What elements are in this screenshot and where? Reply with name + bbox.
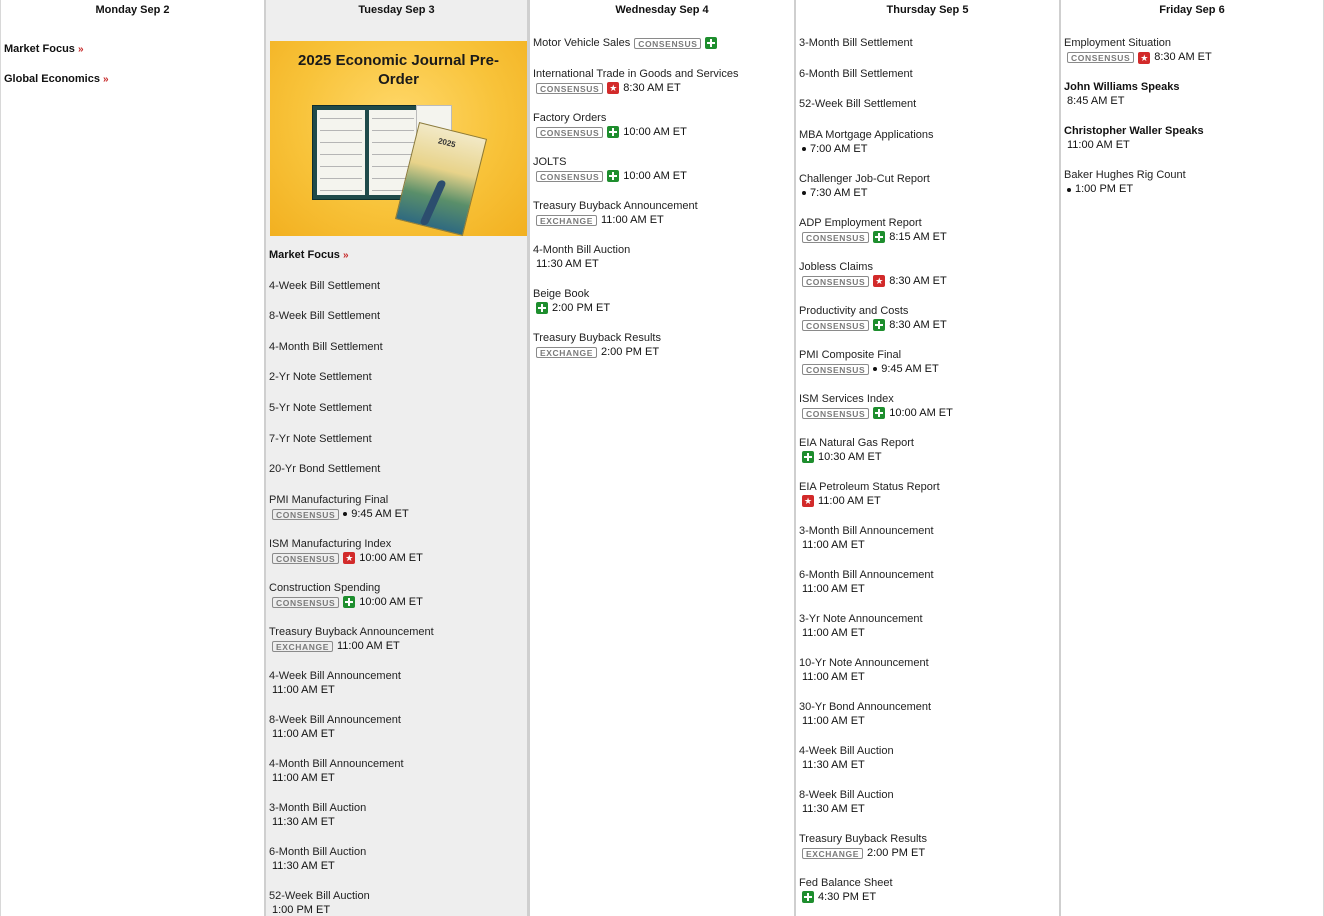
event-time: 10:00 AM ET — [889, 406, 953, 419]
event-meta — [799, 406, 1057, 421]
event-name[interactable] — [799, 392, 1057, 406]
exchange-tag[interactable]: EXCHANGE — [272, 641, 333, 652]
event-item[interactable] — [269, 279, 525, 293]
event-name-text[interactable]: 4-Month Bill Announcement — [269, 757, 404, 770]
event-meta — [269, 683, 525, 698]
event-meta — [799, 494, 1057, 509]
event-name[interactable] — [269, 309, 525, 323]
event-name[interactable] — [799, 524, 1057, 538]
event-name[interactable] — [269, 801, 525, 815]
event-name-text[interactable]: ISM Manufacturing Index — [269, 537, 392, 550]
event-name[interactable] — [269, 462, 525, 476]
day-header: Tuesday Sep 3 — [358, 4, 435, 16]
event-time: 10:00 AM ET — [623, 125, 687, 138]
event-meta — [799, 758, 1057, 773]
event-time: 11:30 AM ET — [802, 758, 865, 771]
event-time: 10:00 AM ET — [359, 595, 423, 608]
event-item[interactable] — [799, 436, 1057, 465]
event-time: 11:30 AM ET — [272, 815, 335, 828]
event-name[interactable] — [533, 155, 792, 169]
green-plus-icon — [536, 302, 548, 314]
consensus-tag[interactable]: CONSENSUS — [272, 597, 339, 608]
event-name-text[interactable]: MBA Mortgage Applications — [799, 128, 934, 141]
event-item[interactable] — [269, 713, 525, 742]
event-item[interactable] — [269, 340, 525, 354]
event-name-text[interactable]: 6-Month Bill Auction — [269, 845, 367, 858]
event-time: 10:00 AM ET — [623, 169, 687, 182]
event-meta — [799, 274, 1057, 289]
event-name-text[interactable]: Challenger Job-Cut Report — [799, 172, 930, 185]
bullet-dot-icon — [1067, 188, 1071, 192]
red-star-icon: ★ — [1140, 52, 1149, 63]
event-item[interactable] — [799, 656, 1057, 685]
event-name-text[interactable]: 52-Week Bill Settlement — [799, 98, 917, 111]
event-name-text[interactable]: 6-Month Bill Announcement — [799, 568, 934, 581]
event-name[interactable] — [269, 625, 525, 639]
event-name[interactable] — [269, 581, 525, 595]
event-meta — [799, 582, 1057, 597]
event-time: 7:30 AM ET — [810, 186, 868, 199]
event-meta — [1064, 50, 1321, 65]
event-item[interactable] — [269, 432, 525, 446]
consensus-tag[interactable]: CONSENSUS — [1067, 52, 1134, 63]
event-meta — [269, 903, 525, 916]
event-name[interactable] — [799, 656, 1057, 670]
event-time: 11:30 AM ET — [272, 859, 335, 872]
event-name[interactable] — [799, 348, 1057, 362]
event-meta — [799, 362, 1057, 377]
event-item[interactable] — [4, 42, 262, 57]
day-header: Wednesday Sep 4 — [615, 4, 709, 16]
event-time: 11:30 AM ET — [802, 802, 865, 815]
event-meta — [799, 670, 1057, 685]
event-item[interactable] — [799, 524, 1057, 553]
event-name[interactable] — [799, 700, 1057, 714]
event-name-text[interactable]: Employment Situation — [1064, 37, 1171, 49]
event-meta — [533, 345, 792, 360]
event-item[interactable] — [533, 287, 792, 316]
event-time: 11:30 AM ET — [536, 257, 599, 270]
event-time: 2:00 PM ET — [866, 846, 926, 859]
event-name[interactable] — [269, 279, 525, 293]
red-star-icon: ★ — [609, 83, 618, 94]
event-name-text[interactable]: Treasury Buyback Results — [799, 832, 927, 845]
event-item[interactable] — [799, 128, 1057, 157]
event-meta — [1064, 182, 1321, 197]
event-item[interactable] — [269, 309, 525, 323]
event-name-text[interactable]: 5-Yr Note Settlement — [269, 402, 372, 414]
link-chevron-icon: » — [103, 74, 109, 85]
link-chevron-icon: » — [342, 250, 349, 261]
event-item[interactable] — [799, 36, 1057, 50]
event-time: 10:30 AM ET — [818, 450, 882, 463]
event-name[interactable] — [4, 72, 262, 87]
event-meta — [533, 169, 792, 184]
green-plus-icon — [873, 407, 885, 419]
event-item[interactable] — [533, 331, 792, 360]
green-plus-icon — [873, 319, 885, 331]
day-header: Thursday Sep 5 — [886, 4, 969, 16]
event-item[interactable] — [799, 216, 1057, 245]
event-name[interactable] — [533, 243, 792, 257]
event-item[interactable] — [799, 568, 1057, 597]
event-time: 2:00 PM ET — [552, 301, 611, 314]
event-meta — [269, 507, 525, 522]
event-item[interactable] — [799, 744, 1057, 773]
event-time: 11:00 AM ET — [802, 714, 865, 727]
event-name[interactable] — [799, 744, 1057, 758]
event-meta — [533, 81, 792, 96]
event-meta — [269, 771, 525, 786]
event-name[interactable] — [1064, 168, 1321, 182]
event-name-text[interactable]: 30-Yr Bond Announcement — [799, 700, 932, 713]
event-name-text[interactable]: EIA Natural Gas Report — [799, 436, 914, 449]
event-name-text[interactable]: International Trade in Goods and Services — [533, 67, 739, 80]
consensus-tag[interactable]: CONSENSUS — [802, 232, 869, 243]
event-item[interactable] — [269, 801, 525, 830]
event-name[interactable] — [1064, 80, 1321, 94]
event-time: 9:45 AM ET — [881, 362, 939, 375]
event-meta — [799, 626, 1057, 641]
event-item[interactable] — [799, 788, 1057, 817]
event-name-text[interactable]: EIA Petroleum Status Report — [799, 480, 940, 493]
day-column-thursday — [794, 0, 1059, 916]
event-name-text[interactable]: 10-Yr Note Announcement — [799, 656, 929, 669]
event-item[interactable] — [799, 700, 1057, 729]
event-name-text[interactable]: 3-Yr Note Announcement — [799, 612, 923, 625]
event-meta — [1064, 94, 1321, 109]
event-name-text[interactable]: Motor Vehicle Sales — [533, 37, 631, 49]
event-name[interactable] — [269, 669, 525, 683]
bullet-dot-icon — [802, 191, 806, 195]
event-name[interactable] — [269, 248, 525, 263]
event-time: 10:00 AM ET — [359, 551, 423, 564]
promo-title: 2025 Economic Journal Pre-Order — [298, 52, 499, 88]
event-name-text[interactable]: Beige Book — [533, 287, 590, 300]
event-time: 11:00 AM ET — [802, 626, 865, 639]
event-item[interactable] — [269, 248, 525, 263]
consensus-tag[interactable]: CONSENSUS — [802, 320, 869, 331]
event-meta — [799, 230, 1057, 245]
event-meta — [269, 727, 525, 742]
event-item[interactable] — [799, 172, 1057, 201]
event-time: 8:30 AM ET — [889, 274, 947, 287]
event-name[interactable] — [799, 260, 1057, 274]
event-name[interactable] — [533, 287, 792, 301]
event-meta — [533, 301, 792, 316]
event-item[interactable] — [269, 537, 525, 566]
event-time: 2:00 PM ET — [600, 345, 660, 358]
green-plus-icon — [873, 231, 885, 243]
event-time: 11:00 AM ET — [802, 670, 865, 683]
day-header: Monday Sep 2 — [95, 4, 170, 16]
bullet-dot-icon — [873, 367, 877, 371]
event-name-text[interactable]: Market Focus — [269, 249, 340, 261]
event-name-text[interactable]: Treasury Buyback Announcement — [533, 199, 698, 212]
consensus-tag[interactable]: CONSENSUS — [802, 276, 869, 287]
event-name-text[interactable]: 4-Week Bill Auction — [799, 744, 894, 757]
green-plus-icon — [802, 891, 814, 903]
event-name-text[interactable]: PMI Manufacturing Final — [269, 493, 389, 506]
consensus-tag[interactable]: CONSENSUS — [634, 38, 701, 49]
event-name-text[interactable]: Fed Balance Sheet — [799, 876, 893, 889]
event-item[interactable] — [533, 199, 792, 228]
event-item[interactable] — [799, 260, 1057, 289]
event-item[interactable] — [269, 757, 525, 786]
event-name-text[interactable]: 4-Month Bill Settlement — [269, 340, 383, 353]
event-time: 8:30 AM ET — [1154, 51, 1212, 63]
event-name[interactable] — [269, 493, 525, 507]
event-item[interactable] — [269, 845, 525, 874]
event-item[interactable] — [1064, 168, 1321, 197]
event-name[interactable] — [269, 537, 525, 551]
event-name[interactable] — [799, 876, 1057, 890]
event-item[interactable] — [269, 370, 525, 384]
event-name[interactable] — [269, 713, 525, 727]
event-name-text[interactable]: 3-Month Bill Auction — [269, 801, 367, 814]
event-name-text[interactable]: 6-Month Bill Settlement — [799, 67, 913, 80]
event-name[interactable] — [799, 67, 1057, 81]
event-name[interactable] — [799, 568, 1057, 582]
event-time: 8:45 AM ET — [1067, 95, 1125, 107]
event-item[interactable] — [533, 36, 792, 50]
event-item[interactable] — [533, 67, 792, 96]
green-plus-icon — [607, 170, 619, 182]
event-item[interactable] — [269, 889, 525, 916]
event-name-text[interactable]: PMI Composite Final — [799, 348, 902, 361]
event-name[interactable] — [799, 436, 1057, 450]
event-name-text[interactable]: Baker Hughes Rig Count — [1064, 169, 1186, 181]
event-meta — [799, 318, 1057, 333]
event-item[interactable] — [799, 392, 1057, 421]
consensus-tag[interactable]: CONSENSUS — [536, 127, 603, 138]
event-time: 1:00 PM ET — [1075, 183, 1134, 195]
event-item[interactable] — [269, 493, 525, 522]
consensus-tag[interactable]: CONSENSUS — [802, 364, 869, 375]
event-name-text[interactable]: 8-Week Bill Auction — [799, 788, 894, 801]
event-time: 11:00 AM ET — [802, 538, 865, 551]
event-name-text[interactable]: 8-Week Bill Settlement — [269, 310, 381, 323]
event-name-text[interactable]: ISM Services Index — [799, 392, 894, 405]
event-time: 11:00 AM ET — [802, 582, 865, 595]
event-name-text[interactable]: John Williams Speaks — [1064, 81, 1180, 93]
event-name[interactable] — [533, 111, 792, 125]
event-item[interactable] — [799, 612, 1057, 641]
event-time: 11:00 AM ET — [272, 683, 335, 696]
event-name[interactable] — [4, 42, 262, 57]
event-item[interactable] — [799, 348, 1057, 377]
exchange-tag[interactable]: EXCHANGE — [536, 347, 597, 358]
event-time: 8:15 AM ET — [889, 230, 947, 243]
event-meta — [799, 186, 1057, 201]
event-item[interactable] — [533, 111, 792, 140]
event-name[interactable] — [533, 331, 792, 345]
event-time: 11:00 AM ET — [272, 771, 335, 784]
event-meta — [799, 846, 1057, 861]
cover-year: 2025 — [437, 136, 457, 150]
event-time: 11:00 AM ET — [818, 494, 881, 507]
event-name-text[interactable]: 4-Month Bill Auction — [533, 243, 631, 256]
event-item[interactable] — [799, 876, 1057, 905]
event-meta — [533, 125, 792, 140]
event-item[interactable] — [1064, 80, 1321, 109]
event-name[interactable] — [533, 36, 792, 50]
event-time: 11:00 AM ET — [336, 639, 400, 652]
consensus-tag[interactable]: CONSENSUS — [802, 408, 869, 419]
green-plus-icon — [607, 126, 619, 138]
event-time: 8:30 AM ET — [623, 81, 681, 94]
event-name-text[interactable]: Construction Spending — [269, 581, 381, 594]
event-name-text[interactable]: Productivity and Costs — [799, 304, 909, 317]
bullet-dot-icon — [802, 147, 806, 151]
event-name-text[interactable]: Jobless Claims — [799, 260, 873, 273]
event-name[interactable] — [799, 36, 1057, 50]
event-meta — [269, 859, 525, 874]
event-time: 4:30 PM ET — [818, 890, 877, 903]
event-name-text[interactable]: 4-Week Bill Settlement — [269, 279, 381, 292]
event-name-text[interactable]: Treasury Buyback Announcement — [269, 625, 434, 638]
exchange-tag[interactable]: EXCHANGE — [802, 848, 863, 859]
event-name[interactable] — [799, 480, 1057, 494]
link-chevron-icon: » — [77, 44, 84, 55]
event-time: 9:45 AM ET — [351, 507, 409, 520]
event-name[interactable] — [799, 216, 1057, 230]
event-name[interactable] — [269, 370, 525, 384]
event-meta — [269, 815, 525, 830]
event-name[interactable] — [799, 832, 1057, 846]
event-item[interactable] — [269, 669, 525, 698]
event-item[interactable] — [533, 155, 792, 184]
green-plus-icon — [705, 37, 717, 49]
event-name[interactable] — [1064, 124, 1321, 138]
green-plus-icon — [802, 451, 814, 463]
event-time: 11:00 AM ET — [1067, 139, 1130, 151]
event-name[interactable] — [269, 432, 525, 446]
event-item[interactable] — [799, 832, 1057, 861]
event-item[interactable] — [1064, 124, 1321, 153]
event-item[interactable] — [799, 97, 1057, 111]
event-name[interactable] — [269, 889, 525, 903]
event-meta — [533, 213, 792, 228]
event-name-text[interactable]: JOLTS — [533, 155, 567, 168]
event-name[interactable] — [1064, 36, 1321, 50]
event-item[interactable] — [269, 581, 525, 610]
consensus-tag[interactable]: CONSENSUS — [536, 83, 603, 94]
event-name[interactable] — [533, 199, 792, 213]
event-meta — [533, 257, 792, 272]
event-name-text[interactable]: Global Economics — [4, 73, 100, 85]
event-name[interactable] — [269, 340, 525, 354]
event-name-text[interactable]: 20-Yr Bond Settlement — [269, 463, 381, 476]
consensus-tag[interactable]: CONSENSUS — [272, 553, 339, 564]
red-star-icon: ★ — [803, 496, 813, 507]
event-name-text[interactable]: 3-Month Bill Announcement — [799, 524, 934, 537]
event-name-text[interactable]: 7-Yr Note Settlement — [269, 432, 372, 445]
event-time: 11:00 AM ET — [600, 213, 664, 226]
event-name-text[interactable]: Christopher Waller Speaks — [1064, 125, 1204, 137]
event-time: 1:00 PM ET — [272, 903, 331, 916]
green-plus-icon — [343, 596, 355, 608]
event-meta — [799, 890, 1057, 905]
consensus-tag[interactable]: CONSENSUS — [536, 171, 603, 182]
event-meta — [1064, 138, 1321, 153]
event-item[interactable] — [799, 67, 1057, 81]
event-name[interactable] — [799, 128, 1057, 142]
event-name-text[interactable]: 8-Week Bill Announcement — [269, 713, 401, 726]
event-meta — [269, 595, 525, 610]
event-name[interactable] — [269, 401, 525, 415]
event-item[interactable] — [533, 243, 792, 272]
day-column-friday — [1059, 0, 1324, 916]
event-meta — [799, 714, 1057, 729]
event-name-text[interactable]: 52-Week Bill Auction — [269, 889, 370, 902]
event-meta — [799, 142, 1057, 157]
event-name[interactable] — [799, 612, 1057, 626]
event-name[interactable] — [799, 304, 1057, 318]
event-name[interactable] — [799, 788, 1057, 802]
day-header: Friday Sep 6 — [1159, 4, 1225, 16]
event-name-text[interactable]: 4-Week Bill Announcement — [269, 669, 401, 682]
day-column-monday — [0, 0, 264, 916]
event-meta — [799, 802, 1057, 817]
event-time: 7:00 AM ET — [810, 142, 868, 155]
event-item[interactable] — [1064, 36, 1321, 65]
event-name[interactable] — [269, 845, 525, 859]
event-item[interactable] — [269, 462, 525, 476]
event-name[interactable] — [799, 172, 1057, 186]
event-name-text[interactable]: 3-Month Bill Settlement — [799, 37, 913, 49]
journal-promo-banner[interactable] — [270, 41, 527, 236]
consensus-tag[interactable]: CONSENSUS — [272, 509, 339, 520]
event-name-text[interactable]: ADP Employment Report — [799, 216, 922, 229]
exchange-tag[interactable]: EXCHANGE — [536, 215, 597, 226]
event-meta — [799, 538, 1057, 553]
event-name-text[interactable]: Factory Orders — [533, 111, 607, 124]
event-item[interactable] — [4, 72, 262, 87]
red-star-icon: ★ — [345, 553, 354, 564]
event-item[interactable] — [799, 480, 1057, 509]
event-time: 8:30 AM ET — [889, 318, 947, 331]
event-time: 11:00 AM ET — [272, 727, 335, 740]
day-column-tuesday — [264, 0, 529, 916]
event-name[interactable] — [269, 757, 525, 771]
event-item[interactable] — [799, 304, 1057, 333]
event-item[interactable] — [269, 625, 525, 654]
event-name-text[interactable]: 2-Yr Note Settlement — [269, 371, 372, 384]
bullet-dot-icon — [343, 512, 347, 516]
event-meta — [799, 450, 1057, 465]
day-column-wednesday — [529, 0, 794, 916]
event-meta — [269, 639, 525, 654]
red-star-icon: ★ — [875, 276, 884, 287]
event-name-text[interactable]: Treasury Buyback Results — [533, 331, 661, 344]
event-name[interactable] — [799, 97, 1057, 111]
event-item[interactable] — [269, 401, 525, 415]
event-name-text[interactable]: Market Focus — [4, 43, 75, 55]
event-name[interactable] — [533, 67, 792, 81]
event-meta — [269, 551, 525, 566]
